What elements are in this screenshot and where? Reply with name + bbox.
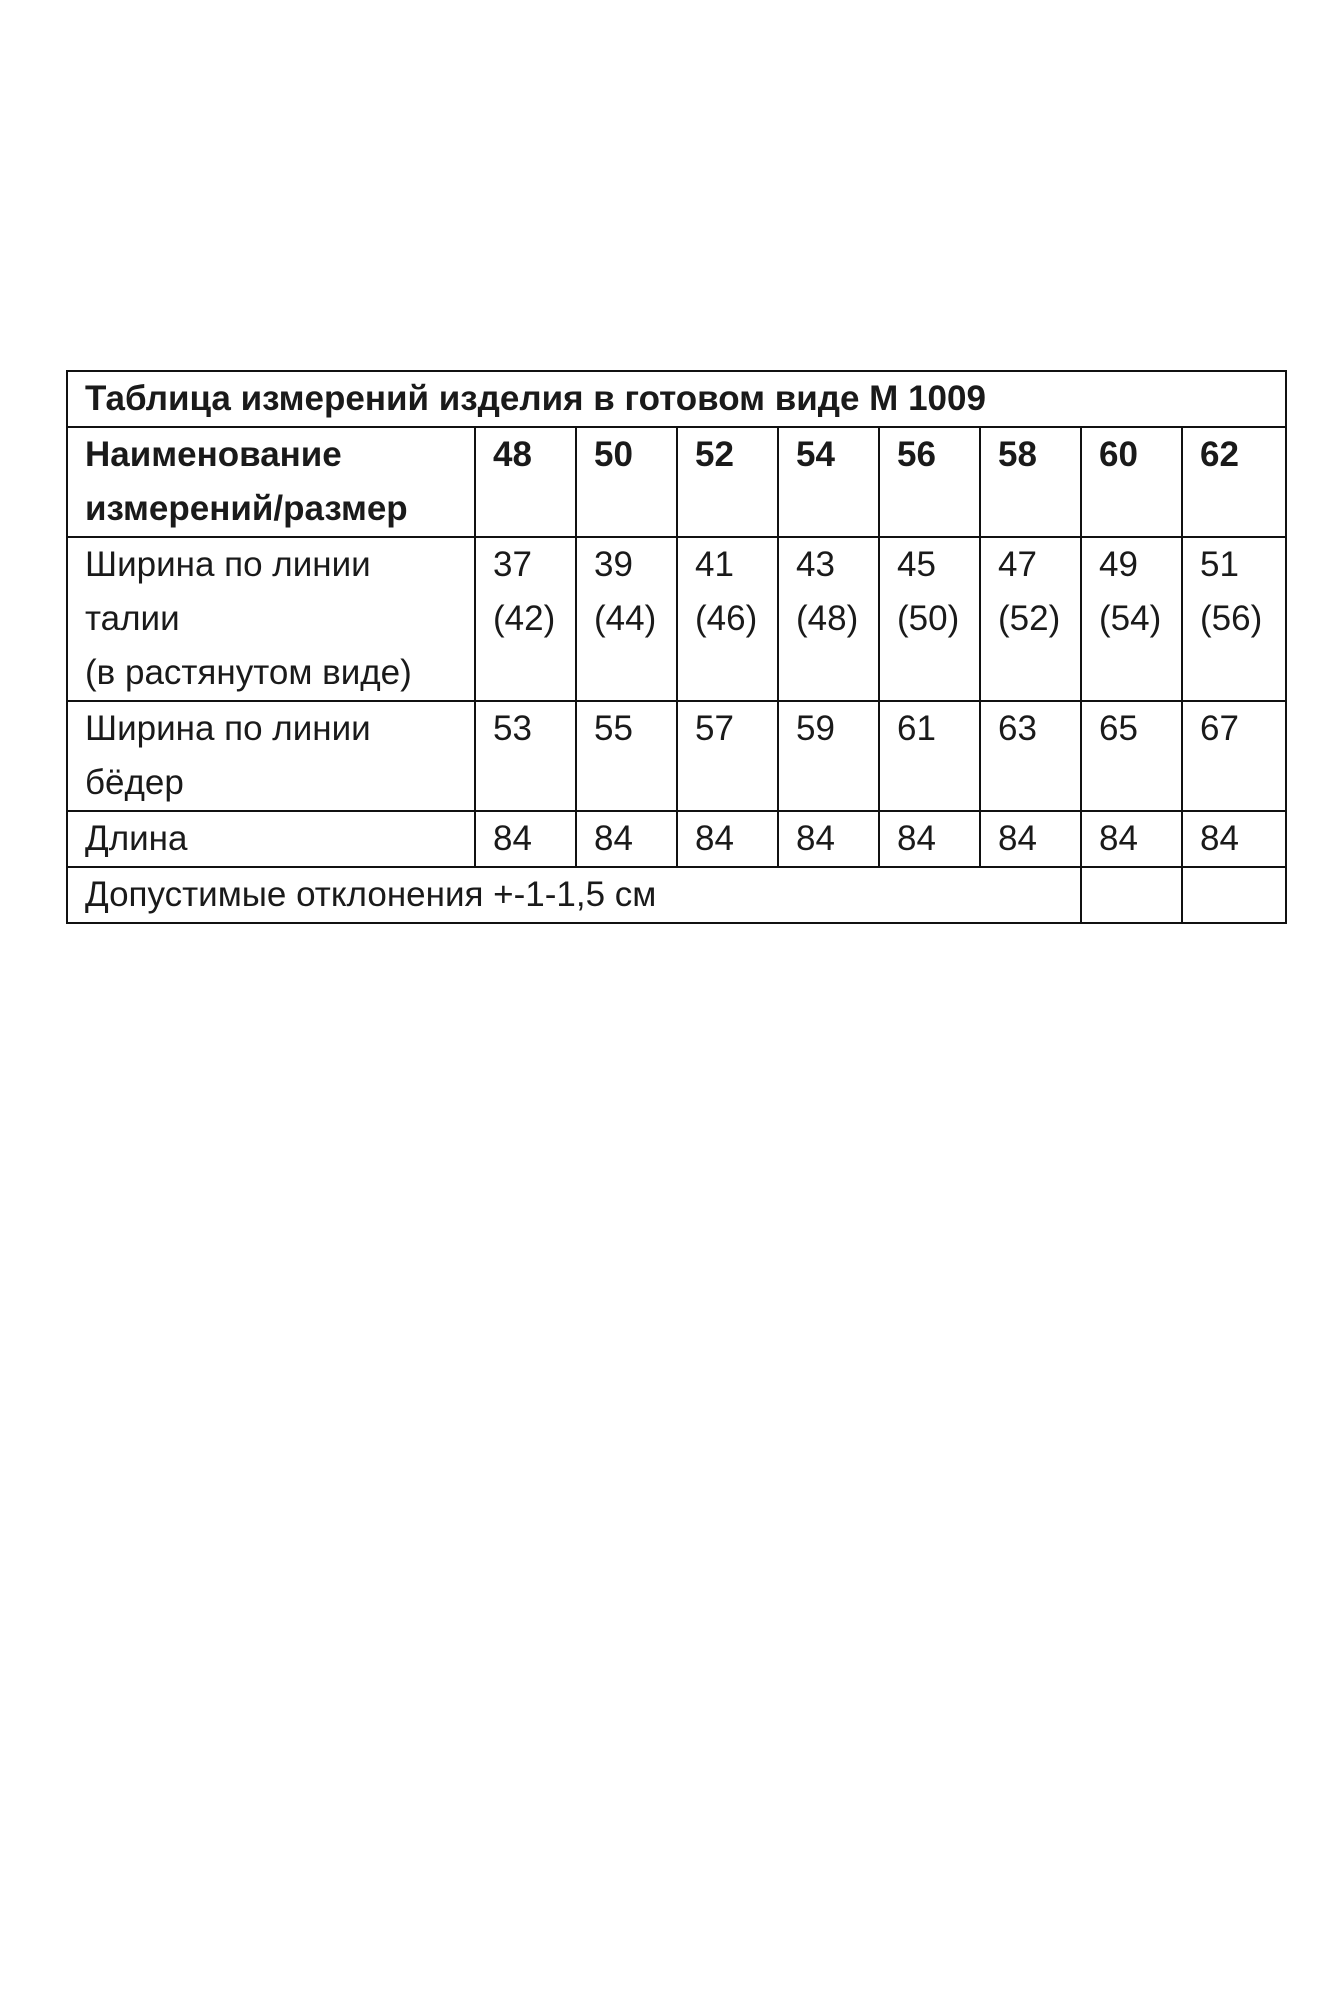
empty-cell bbox=[1081, 867, 1182, 923]
table-cell: 84 bbox=[1182, 811, 1286, 867]
table-cell: 37 (42) bbox=[475, 537, 576, 701]
size-header-60: 60 bbox=[1081, 427, 1182, 537]
table-cell: 55 bbox=[576, 701, 677, 811]
size-header-54: 54 bbox=[778, 427, 879, 537]
table-cell: 65 bbox=[1081, 701, 1182, 811]
measurements-table bbox=[66, 370, 1287, 924]
row-label-hips: Ширина по линии бёдер bbox=[67, 701, 475, 811]
table-cell: 49 (54) bbox=[1081, 537, 1182, 701]
table-cell: 45 (50) bbox=[879, 537, 980, 701]
table-cell: 59 bbox=[778, 701, 879, 811]
row-label-waist: Ширина по линии талии (в растянутом виде) bbox=[67, 537, 475, 701]
table-cell: 84 bbox=[1081, 811, 1182, 867]
table-row-note bbox=[67, 867, 1286, 923]
table-header-row bbox=[67, 427, 1286, 537]
empty-cell bbox=[1182, 867, 1286, 923]
table-cell: 41 (46) bbox=[677, 537, 778, 701]
size-header-58: 58 bbox=[980, 427, 1081, 537]
table-cell: 84 bbox=[980, 811, 1081, 867]
size-header-48: 48 bbox=[475, 427, 576, 537]
size-header-50: 50 bbox=[576, 427, 677, 537]
table-cell: 39 (44) bbox=[576, 537, 677, 701]
table-row-waist bbox=[67, 537, 1286, 701]
table-cell: 67 bbox=[1182, 701, 1286, 811]
table-cell: 61 bbox=[879, 701, 980, 811]
size-header-56: 56 bbox=[879, 427, 980, 537]
table-cell: 84 bbox=[576, 811, 677, 867]
table-cell: 53 bbox=[475, 701, 576, 811]
table-cell: 51 (56) bbox=[1182, 537, 1286, 701]
tolerance-note: Допустимые отклонения +-1-1,5 см bbox=[67, 867, 1081, 923]
table-row-length bbox=[67, 811, 1286, 867]
table-title: Таблица измерений изделия в готовом виде М 1009 bbox=[67, 371, 1286, 427]
table-row-hips bbox=[67, 701, 1286, 811]
table-cell: 84 bbox=[778, 811, 879, 867]
size-header-52: 52 bbox=[677, 427, 778, 537]
table-cell: 63 bbox=[980, 701, 1081, 811]
table-cell: 43 (48) bbox=[778, 537, 879, 701]
table-cell: 84 bbox=[879, 811, 980, 867]
table-cell: 57 bbox=[677, 701, 778, 811]
header-label: Наименование измерений/размер bbox=[67, 427, 475, 537]
size-header-62: 62 bbox=[1182, 427, 1286, 537]
table-cell: 84 bbox=[475, 811, 576, 867]
table-cell: 47 (52) bbox=[980, 537, 1081, 701]
table-title-row bbox=[67, 371, 1286, 427]
row-label-length: Длина bbox=[67, 811, 475, 867]
table-cell: 84 bbox=[677, 811, 778, 867]
